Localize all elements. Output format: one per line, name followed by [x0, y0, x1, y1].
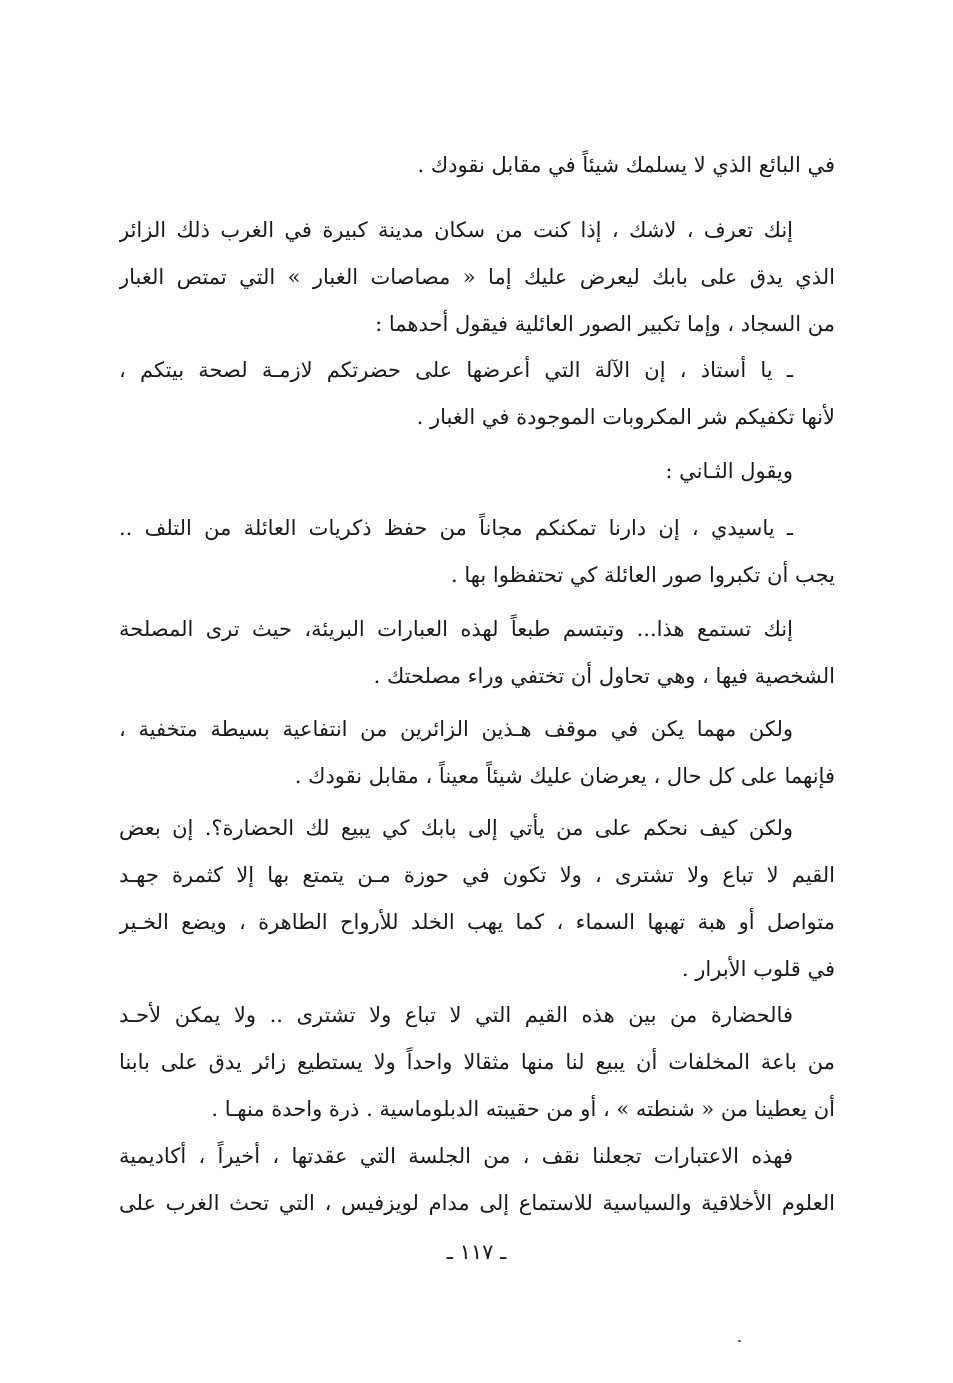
text-line: فهذه الاعتبارات تجعلنا نقف ، من الجلسة التي عقدتها ، أخيراً ، أكاديمية — [119, 1144, 793, 1168]
paragraph-7 — [119, 706, 835, 800]
text-line: الذي يدق على بابك ليعرض عليك إما « مصاصات الغبار » التي تمتص الغبار — [119, 265, 835, 289]
text-line: من السجاد ، وإما تكبير الصور العائلية فيقول أحدهما : — [375, 312, 835, 336]
scan-speck — [738, 1340, 741, 1342]
text-line: الشخصية فيها ، وهي تحاول أن تختفي وراء مصلحتك . — [373, 664, 835, 688]
text-line: القيم لا تباع ولا تشترى ، ولا تكون في حوزة مـن يتمتع بها إلا كثمرة جهـد — [119, 863, 835, 887]
text-line: في قلوب الأبرار . — [681, 957, 835, 981]
paragraph-9 — [119, 992, 835, 1133]
text-line: ـ يا أستاذ ، إن الآلة التي أعرضها على حضرتكم لازمـة لصحة بيتكم ، — [119, 358, 793, 382]
text-line: العلوم الأخلاقية والسياسية للاستماع إلى مدام لويزفيس ، التي تحث الغرب على — [119, 1191, 835, 1215]
text-line: ولكن مهما يكن في موقف هـذين الزائرين من انتفاعية بسيطة متخفية ، — [119, 717, 793, 741]
paragraph-4 — [119, 448, 835, 495]
text-line: إنك تعرف ، لاشك ، إذا كنت من سكان مدينة كبيرة في الغرب ذلك الزائر — [119, 218, 793, 242]
paragraph-10 — [119, 1133, 835, 1227]
paragraph-8 — [119, 805, 835, 993]
paragraph-3 — [119, 347, 835, 441]
paragraph-5 — [119, 505, 835, 599]
paragraph-6 — [119, 606, 835, 700]
text-line: إنك تستمع هذا... وتبتسم طبعاً لهذه العبارات البريئة، حيث ترى المصلحة — [119, 617, 793, 641]
text-line: لأنها تكفيكم شر المكروبات الموجودة في الغبار . — [416, 405, 835, 429]
text-line: من باعة المخلفات أن يبيع لنا منها مثقالا واحداً ولا يستطيع زائر يدق على بابنا — [119, 1050, 835, 1074]
text-line: ـ ياسيدي ، إن دارنا تمكنكم مجاناً من حفظ ذكريات العائلة من التلف .. — [119, 516, 793, 540]
text-line: فإنهما على كل حال ، يعرضان عليك شيئاً معيناً ، مقابل نقودك . — [294, 764, 835, 788]
text-line: ولكن كيف نحكم على من يأتي إلى بابك كي يبيع لك الحضارة؟. إن بعض — [119, 816, 793, 840]
text-line: ويقول الثـاني : — [665, 459, 793, 483]
page-number: ـ ١١٧ ـ — [446, 1240, 507, 1264]
paragraph-1 — [119, 142, 835, 189]
text-line: متواصل أو هبة تهبها السماء ، كما يهب الخلد للأرواح الطاهرة ، ويضع الخـير — [119, 910, 835, 934]
paragraph-2 — [119, 207, 835, 348]
text-line: يجب أن تكبروا صور العائلة كي تحتفظوا بها . — [450, 563, 835, 587]
text-line: في البائع الذي لا يسلمك شيئاً في مقابل نقودك . — [417, 153, 835, 177]
text-line: أن يعطينا من « شنطته » ، أو من حقيبته الدبلوماسية . ذرة واحدة منهـا . — [211, 1097, 835, 1121]
text-line: فالحضارة من بين هذه القيم التي لا تباع ولا تشترى .. ولا يمكن لأحـد — [119, 1003, 793, 1027]
